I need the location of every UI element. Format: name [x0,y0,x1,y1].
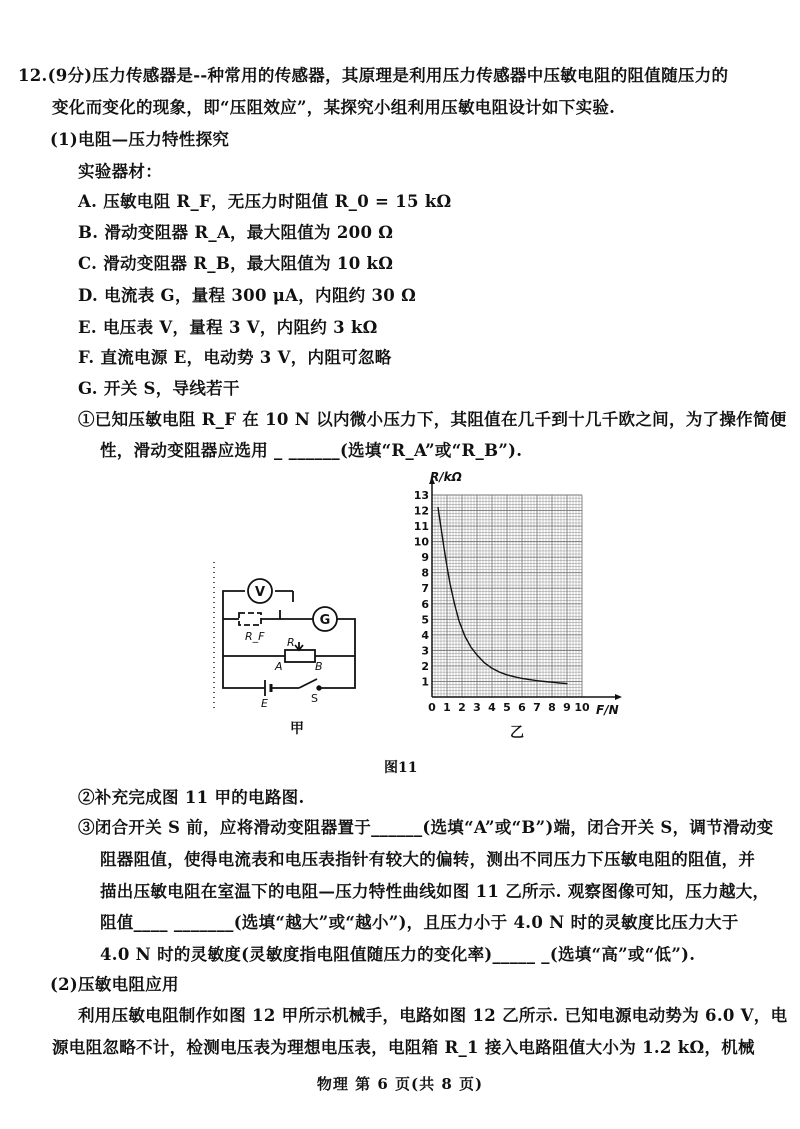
series-point [446,566,447,567]
part1-title: (1)电阻—压力特性探究 [50,130,230,149]
y-tick-label: 4 [421,628,429,642]
rheostat-symbol [285,650,315,662]
x-tick-label: 8 [548,701,556,714]
series-point [529,679,530,680]
equipment-item-d: D. 电流表 G，量程 300 μA，内阻约 30 Ω [78,286,417,305]
label-voltmeter: V [254,585,266,600]
x-tick-label: 10 [574,701,590,714]
figure-caption: 图11 [384,760,418,776]
y-tick-label: 7 [421,582,429,596]
y-tick-label: 1 [421,675,429,689]
circuit-diagram [205,560,365,720]
series-point [559,682,560,683]
series-point [443,547,444,548]
y-tick-label: 10 [413,535,429,549]
label-end-a: A [275,660,283,673]
x-tick-label: 1 [443,701,451,714]
x-tick-label: 2 [458,701,466,714]
y-tick-label: 6 [421,597,429,611]
label-galvanometer: G [319,613,331,628]
series-point [536,680,537,681]
q3-line1: ③闭合开关 S 前，应将滑动变阻器置于______(选填“A”或“B”)端，闭合开关 S，调节滑动变 [78,818,774,837]
question-intro-line2: 变化而变化的现象，即“压阻效应”，某探究小组利用压敏电阻设计如下实验. [52,98,616,117]
equipment-item-c: C. 滑动变阻器 R_B，最大阻值为 10 kΩ [78,254,394,273]
switch-contact [317,686,321,690]
series-point [521,678,522,679]
q2: ②补充完成图 11 甲的电路图. [78,788,305,807]
series-point [440,527,441,528]
wire-g-right [337,619,355,656]
label-rf: R_F [245,630,265,643]
series-point [491,668,492,669]
rf-resistor-symbol [239,613,261,625]
x-tick-label: 5 [503,701,511,714]
series-point [476,654,477,655]
series-point [458,620,459,621]
chart-y-axis-label: R/kΩ [430,470,462,484]
y-tick-label: 3 [421,644,429,658]
equipment-title: 实验器材： [78,162,162,181]
chart-series [437,507,567,684]
page-footer: 物理 第 6 页(共 8 页) [316,1075,484,1093]
series-point [449,583,450,584]
equipment-item-f: F. 直流电源 E，电动势 3 V，内阻可忽略 [78,348,392,367]
series-point [454,603,455,604]
x-tick-label: 4 [488,701,496,714]
y-tick-label: 9 [421,551,429,565]
x-tick-label: 6 [518,701,526,714]
y-tick-label: 13 [413,489,429,502]
y-tick-label: 12 [413,504,429,518]
equipment-item-g: G. 开关 S，导线若干 [78,379,240,398]
switch-blade [299,679,317,688]
chart-grid [432,495,582,697]
part2-line2: 源电阻忽略不计，检测电压表为理想电压表，电阻箱 R_1 接入电路阻值大小为 1.2 kΩ，机械 [52,1038,755,1057]
q3-line4: 阻值____ _______(选填“越大”或“越小”)，且压力小于 4.0 N 时的灵敏度比压力大于 [100,913,739,932]
wire-rf-right [261,610,280,619]
q1-line1: ①已知压敏电阻 R_F 在 10 N 以内微小压力下，其阻值在几千到十几千欧之间，为了操作简便 [78,410,787,429]
y-tick-label: 8 [421,566,429,580]
x-tick-label: 3 [473,701,481,714]
label-switch: S [311,692,318,705]
series-curve [438,507,567,683]
part2-line1: 利用压敏电阻制作如图 12 甲所示机械手，电路如图 12 乙所示. 已知电源电动势为 6.0 V，电 [78,1006,788,1025]
series-point [464,636,465,637]
part2-title: (2)压敏电阻应用 [50,975,179,994]
series-point [437,507,438,508]
equipment-item-a: A. 压敏电阻 R_F，无压力时阻值 R_0 = 15 kΩ [78,192,452,211]
series-point [470,647,471,648]
q1-line2: 性，滑动变阻器应选用 _ ______(选填“R_A”或“R_B”). [100,441,523,460]
series-point [506,674,507,675]
wire-switch-right [321,656,355,688]
chart-x-axis-label: F/N [596,703,619,717]
y-tick-label: 5 [421,613,429,627]
y-tick-label: 2 [421,659,429,673]
x-axis-arrow [615,694,622,700]
x-tick-label: 7 [533,701,541,714]
series-point [566,683,567,684]
series-point [514,676,515,677]
equipment-item-b: B. 滑动变阻器 R_A，最大阻值为 200 Ω [78,223,394,242]
q3-line5: 4.0 N 时的灵敏度(灵敏度指电阻值随压力的变化率)_____ _(选填“高”或“低”). [100,945,696,964]
series-point [544,681,545,682]
series-point [484,662,485,663]
x-tick-label: 0 [428,701,436,714]
question-intro-line1: 12.(9分)压力传感器是--种常用的传感器，其原理是利用压力传感器中压敏电阻的阻值随压力的 [18,66,729,85]
x-tick-label: 9 [563,701,571,714]
label-rheostat: R [287,636,295,649]
q3-line2: 阻器阻值，使得电流表和电压表指针有较大的偏转，测出不同压力下压敏电阻的阻值，并 [100,850,756,869]
series-point [551,682,552,683]
chart-caption: 乙 [510,725,524,741]
y-tick-label: 11 [413,520,429,534]
label-end-b: B [315,660,323,673]
circuit-caption: 甲 [290,721,304,737]
label-battery: E [261,697,268,710]
resistance-force-chart [410,465,640,720]
series-point [499,672,500,673]
equipment-item-e: E. 电压表 V，量程 3 V，内阻约 3 kΩ [78,318,378,337]
q3-line3: 描出压敏电阻在室温下的电阻—压力特性曲线如图 11 乙所示. 观察图像可知，压力越大， [100,882,770,901]
